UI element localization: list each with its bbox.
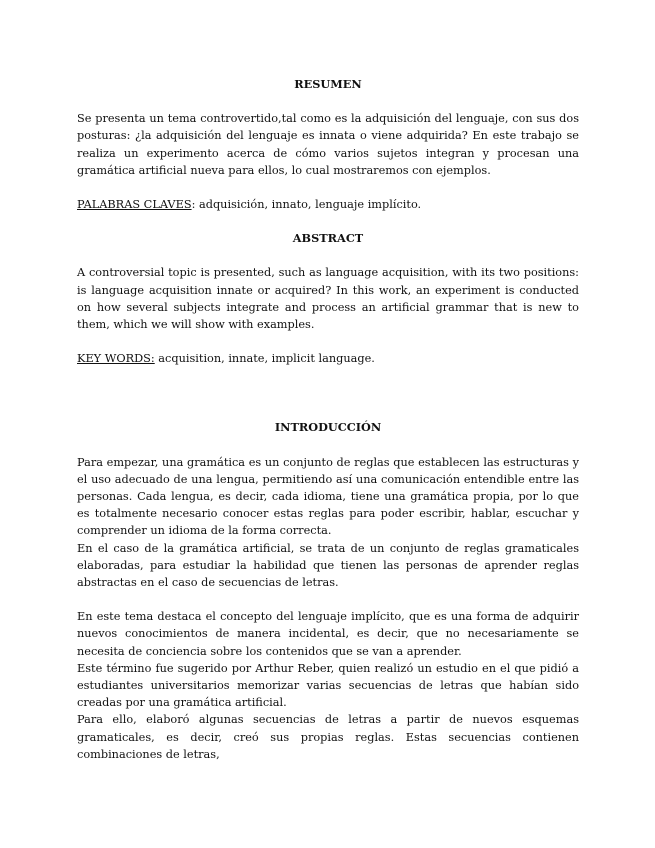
abstract-keywords bbox=[77, 350, 579, 367]
resumen-keywords-label: PALABRAS CLAVES bbox=[77, 198, 192, 212]
abstract-heading: ABSTRACT bbox=[292, 231, 364, 246]
abstract-keywords-label: KEY WORDS: bbox=[77, 352, 155, 366]
resumen-heading: RESUMEN bbox=[294, 77, 362, 91]
abstract-body: A controversial topic is presented, such as language acquisition, with its two positions: is language acquisition innate or acquired? In this work, an experiment is conducted on how several subjects integrate and process an artificial grammar that is new to them, which we will show with examples. bbox=[77, 266, 579, 332]
intro-paragraph: Para empezar, una gramática es un conjunto de reglas que establecen las estructuras y el uso adecuado de una lengua, permitiendo así una comunicación entendible entre las personas. Cada lengua, es decir, cada idioma, tiene una gramática propia, por lo que es totalmente necesario conocer estas reglas para poder escribir, hablar, escuchar y comprender un idioma de la forma correcta. bbox=[77, 455, 579, 538]
introduccion-heading: INTRODUCCIÓN bbox=[274, 420, 382, 435]
document-page bbox=[77, 76, 579, 763]
intro-paragraph: Este término fue sugerido por Arthur Reber, quien realizó un estudio en el que pidió a estudiantes universitarios memorizar varias secuencias de letras que habían sido creadas por una gramática artificial. bbox=[77, 661, 579, 710]
intro-paragraph: En el caso de la gramática artificial, se trata de un conjunto de reglas gramaticales elaboradas, para estudiar la habilidad que tienen las personas de aprender reglas abstractas en el caso de secuencias de letras. bbox=[77, 541, 579, 590]
resumen-keywords bbox=[77, 196, 579, 213]
resumen-keywords-text: : adquisición, innato, lenguaje implícito. bbox=[191, 198, 422, 212]
intro-paragraph: En este tema destaca el concepto del lenguaje implícito, que es una forma de adquirir nuevos conocimientos de manera incidental, es decir, que no necesariamente se necesita de conciencia sobre los contenidos que se van a aprender. bbox=[77, 610, 579, 658]
resumen-body: Se presenta un tema controvertido,tal como es la adquisición del lenguaje, con sus dos posturas: ¿la adquisición del lenguaje es innata o viene adquirida? En este trabajo se realiza un experimento acerca de cómo varios sujetos integran y procesan una gramática artificial nueva para ellos, lo cual mostraremos con ejemplos. bbox=[77, 112, 579, 177]
intro-paragraph: Para ello, elaboró algunas secuencias de letras a partir de nuevos esquemas gramaticales, es decir, creó sus propias reglas. Estas secuencias contienen combinaciones de letras, bbox=[77, 713, 579, 761]
abstract-keywords-text: acquisition, innate, implicit language. bbox=[154, 352, 375, 366]
